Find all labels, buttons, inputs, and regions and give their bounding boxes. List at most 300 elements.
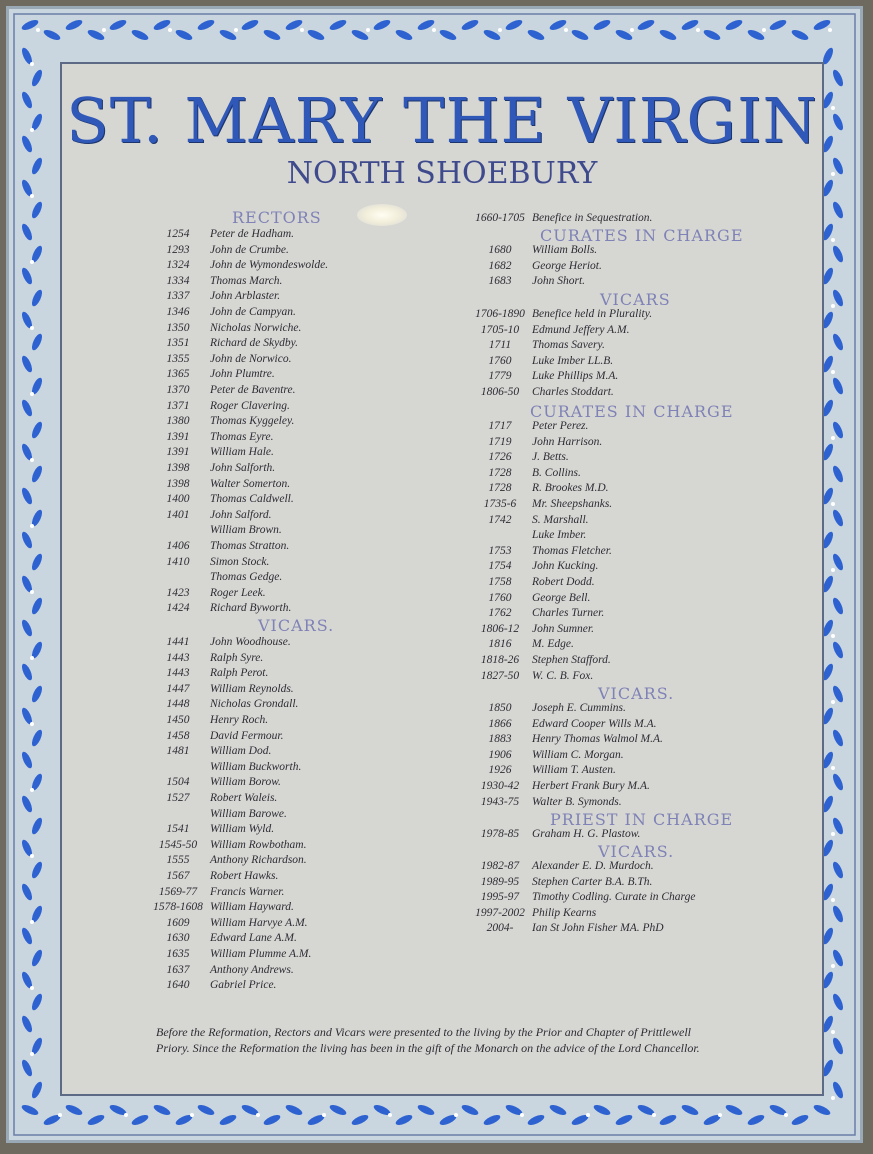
bead-ornament <box>30 128 34 132</box>
entry-year: 1866 <box>488 717 512 730</box>
entry-year: 1753 <box>488 544 512 557</box>
entry-name: Henry Roch. <box>210 714 269 726</box>
bead-ornament <box>586 1113 590 1117</box>
leaf-ornament <box>831 112 845 131</box>
bead-ornament <box>831 304 835 308</box>
entry-year: 1930-42 <box>480 780 520 792</box>
bead-ornament <box>831 832 835 836</box>
leaf-ornament <box>20 486 34 505</box>
leaf-ornament <box>328 18 347 32</box>
leaf-ornament <box>30 156 44 175</box>
bead-ornament <box>831 568 835 572</box>
entry-name: John Sumner. <box>532 622 594 635</box>
entry-year: 1567 <box>166 870 190 882</box>
leaf-ornament <box>831 244 845 263</box>
leaf-ornament <box>20 926 34 945</box>
entry-name: George Heriot. <box>532 259 602 272</box>
leaf-ornament <box>504 18 523 32</box>
bead-ornament <box>366 28 370 32</box>
entry-name: Graham H. G. Plastow. <box>532 828 641 840</box>
bead-ornament <box>652 1113 656 1117</box>
entry-year: 1818-26 <box>480 654 520 666</box>
entry-name: Thomas Stratton. <box>210 540 290 552</box>
leaf-ornament <box>30 1080 44 1099</box>
entry-year: 1541 <box>166 823 190 836</box>
entry-year: 1293 <box>166 243 190 256</box>
entry-name: Edmund Jeffery A.M. <box>532 323 630 336</box>
bead-ornament <box>388 1113 392 1117</box>
bead-ornament <box>30 722 34 726</box>
entry-year: 1711 <box>488 339 512 352</box>
leaf-ornament <box>831 376 845 395</box>
entry-name: William Bolls. <box>532 244 598 256</box>
leaf-ornament <box>482 1113 501 1127</box>
entry-year: 1683 <box>488 275 512 288</box>
entry-year: 1850 <box>488 702 512 714</box>
leaf-ornament <box>416 1103 435 1117</box>
leaf-ornament <box>30 816 44 835</box>
entry-name: William T. Austen. <box>532 764 616 777</box>
footnote: Before the Reformation, Rectors and Vicars were presented to the living by the Prior and Chapter of Prittlewell Priory. Since the Reformation the living has been in the gift of the Monarch on the advice of the Lord Chancellor. <box>156 1025 700 1055</box>
entry-year: 1401 <box>166 508 190 521</box>
entry-name: Luke Imber LL.B. <box>532 354 614 367</box>
bead-ornament <box>30 524 34 528</box>
entry-name: John Kucking. <box>532 560 599 573</box>
entry-year: 1458 <box>166 729 190 742</box>
leaf-ornament <box>438 28 457 42</box>
entry-name: S. Marshall. <box>532 513 589 526</box>
bead-ornament <box>831 370 835 374</box>
heading-vicars-right-3: VICARS. <box>598 842 675 861</box>
entry-year: 1806-12 <box>480 622 520 635</box>
entry-year: 1391 <box>166 446 190 459</box>
entry-name: Gabriel Price. <box>210 979 277 992</box>
entry-year: 1355 <box>166 352 190 365</box>
entry-year: 1754 <box>488 560 512 573</box>
entry-year: 1705-10 <box>480 323 520 336</box>
leaf-ornament <box>526 28 545 42</box>
entry-year: 1779 <box>488 370 512 383</box>
bead-ornament <box>454 1113 458 1117</box>
leaf-ornament <box>460 18 479 32</box>
entry-name: Edward Lane A.M. <box>210 932 297 945</box>
bead-ornament <box>696 28 700 32</box>
entry-name: John Woodhouse. <box>210 636 291 648</box>
entry-year: 1365 <box>166 368 190 381</box>
entry-name: Mr. Sheepshanks. <box>532 498 613 510</box>
leaf-ornament <box>130 28 149 42</box>
entry-year: 1735-6 <box>483 498 517 510</box>
entry-name: John de Norwico. <box>210 352 292 365</box>
bead-ornament <box>36 28 40 32</box>
bead-ornament <box>498 28 502 32</box>
entry-name: M. Edge. <box>532 638 574 651</box>
bead-ornament <box>30 590 34 594</box>
entry-name: Ralph Perot. <box>210 667 269 680</box>
leaf-ornament <box>831 464 845 483</box>
leaf-ornament <box>592 1103 611 1117</box>
entry-name: Francis Warner. <box>210 885 285 898</box>
leaf-ornament <box>20 1103 39 1117</box>
bead-ornament <box>30 260 34 264</box>
entry-name: William Rowbotham. <box>210 838 307 851</box>
leaf-ornament <box>831 860 845 879</box>
heading-vicars-left: VICARS. <box>258 616 335 635</box>
bead-ornament <box>831 700 835 704</box>
leaf-ornament <box>30 332 44 351</box>
entry-year: 1555 <box>166 854 190 867</box>
entry-name: J. Betts. <box>532 451 569 464</box>
leaf-ornament <box>30 728 44 747</box>
leaf-ornament <box>30 684 44 703</box>
entry-year: 1441 <box>166 636 190 648</box>
entry-year: 1450 <box>166 714 190 726</box>
entry-year: 1334 <box>166 274 190 287</box>
entry-year: 1640 <box>166 979 190 992</box>
entry-name: Peter de Baventre. <box>210 384 296 396</box>
entry-name: William Harvye A.M. <box>210 916 308 929</box>
leaf-ornament <box>30 420 44 439</box>
leaf-ornament <box>636 18 655 32</box>
bead-ornament <box>58 1113 62 1117</box>
bead-ornament <box>30 788 34 792</box>
bead-ornament <box>322 1113 326 1117</box>
leaf-ornament <box>20 662 34 681</box>
bead-ornament <box>831 964 835 968</box>
entry-name: John Salforth. <box>210 462 276 474</box>
leaf-ornament <box>30 552 44 571</box>
bead-ornament <box>432 28 436 32</box>
entry-year: 1719 <box>488 435 512 448</box>
entry-year: 1717 <box>488 420 512 432</box>
bead-ornament <box>564 28 568 32</box>
entry-name: John Harrison. <box>532 435 603 448</box>
entry-name: Roger Clavering. <box>210 399 290 412</box>
entry-name: Peter Perez. <box>532 420 589 432</box>
entry-year: 1982-87 <box>480 860 520 872</box>
entry-name: Anthony Andrews. <box>210 963 294 976</box>
leaf-ornament <box>130 1113 149 1127</box>
leaf-ornament <box>790 1113 809 1127</box>
entry-name: Stephen Stafford. <box>532 654 611 666</box>
entry-name: Thomas Savery. <box>532 339 605 352</box>
leaf-ornament <box>394 28 413 42</box>
leaf-ornament <box>20 794 34 813</box>
entry-year: 1827-50 <box>480 669 520 682</box>
board-frame <box>6 6 863 1143</box>
entry-year: 1978-85 <box>480 828 520 840</box>
entry-name: John de Crumbe. <box>210 243 289 256</box>
bead-ornament <box>30 62 34 66</box>
leaf-ornament <box>658 1113 677 1127</box>
bead-ornament <box>520 1113 524 1117</box>
entry-year: 1371 <box>166 399 190 412</box>
leaf-ornament <box>746 1113 765 1127</box>
entry-year: 1760 <box>488 591 512 604</box>
entry-name: Alexander E. D. Murdoch. <box>532 860 654 872</box>
entry-year: 2004- <box>486 922 514 935</box>
leaf-ornament <box>64 1103 83 1117</box>
entry-year: 1423 <box>166 586 190 599</box>
leaf-ornament <box>831 772 845 791</box>
entry-year: 1762 <box>488 607 512 620</box>
leaf-ornament <box>724 1103 743 1117</box>
heading-curates-2: CURATES IN CHARGE <box>530 402 734 421</box>
entry-name: Herbert Frank Bury M.A. <box>532 780 650 792</box>
entry-name: Luke Phillips M.A. <box>532 370 619 383</box>
leaf-ornament <box>196 1103 215 1117</box>
entry-year: 1578-1608 <box>153 901 203 914</box>
leaf-ornament <box>20 266 34 285</box>
entry-name: Robert Hawks. <box>210 870 279 882</box>
entry-name: William Borow. <box>210 776 281 789</box>
entry-name: William C. Morgan. <box>532 748 624 761</box>
entry-year: 1742 <box>488 513 512 526</box>
entry-year: 1337 <box>166 290 190 303</box>
leaf-ornament <box>20 90 34 109</box>
entry-year: 1400 <box>166 493 190 506</box>
entry-year: 1943-75 <box>480 795 520 808</box>
leaf-ornament <box>831 992 845 1011</box>
leaf-ornament <box>240 18 259 32</box>
entry-year: 1254 <box>166 228 190 240</box>
entry-name: John de Campyan. <box>210 306 296 318</box>
entry-year: 1443 <box>166 667 190 680</box>
entry-year: 1989-95 <box>480 875 520 888</box>
entry-year: 1758 <box>488 576 512 588</box>
leaf-ornament <box>284 1103 303 1117</box>
entry-year: 1816 <box>488 638 512 651</box>
leaf-ornament <box>20 618 34 637</box>
leaf-ornament <box>831 508 845 527</box>
leaf-ornament <box>460 1103 479 1117</box>
entry-name: Walter Somerton. <box>210 477 291 490</box>
leaf-ornament <box>20 222 34 241</box>
bead-ornament <box>831 238 835 242</box>
entry-year: 1380 <box>166 415 190 428</box>
entry-year: 1410 <box>166 555 190 568</box>
entry-name: William Buckworth. <box>210 760 302 773</box>
leaf-ornament <box>20 1014 34 1033</box>
page-subtitle: NORTH SHOEBURY <box>286 156 598 191</box>
heading-curates: CURATES IN CHARGE <box>540 226 744 245</box>
entry-name: George Bell. <box>532 591 591 604</box>
bead-ornament <box>300 28 304 32</box>
leaf-ornament <box>831 904 845 923</box>
entry-name: Anthony Richardson. <box>210 854 307 867</box>
entry-name: Benefice held in Plurality. <box>532 308 653 320</box>
entry-name: Peter de Hadham. <box>210 228 294 240</box>
entry-name: Stephen Carter B.A. B.Th. <box>532 875 653 888</box>
entry-name: John Short. <box>532 275 586 288</box>
bead-ornament <box>30 1052 34 1056</box>
leaf-ornament <box>30 596 44 615</box>
heading-rectors: RECTORS <box>232 208 322 227</box>
heading-vicars-right: VICARS <box>600 290 671 309</box>
leaf-ornament <box>30 992 44 1011</box>
bead-ornament <box>831 1030 835 1034</box>
leaf-ornament <box>831 728 845 747</box>
entry-year: 1926 <box>488 764 512 777</box>
entry-year: 1728 <box>488 466 512 479</box>
entry-name: Henry Thomas Walmol M.A. <box>532 733 663 746</box>
entry-year: 1351 <box>166 337 190 350</box>
entry-name: Walter B. Symonds. <box>532 795 622 808</box>
leaf-ornament <box>196 18 215 32</box>
entry-name: William Hayward. <box>210 901 294 914</box>
bead-ornament <box>30 656 34 660</box>
bead-ornament <box>30 194 34 198</box>
entry-name: William Barowe. <box>210 807 287 820</box>
entry-name: Thomas March. <box>210 274 283 287</box>
entry-name: Nicholas Norwiche. <box>210 321 302 334</box>
bead-ornament <box>30 326 34 330</box>
entry-name: Charles Turner. <box>532 607 605 620</box>
leaf-ornament <box>30 68 44 87</box>
entry-year: 1350 <box>166 321 190 334</box>
entry-name: Thomas Kyggeley. <box>210 415 295 428</box>
entry-name: William Hale. <box>210 446 274 459</box>
leaf-ornament <box>592 18 611 32</box>
entry-year: 1504 <box>166 776 190 789</box>
page-title: ST. MARY THE VIRGIN <box>66 84 818 157</box>
entry-year: 1391 <box>166 430 190 443</box>
entry-name: W. C. B. Fox. <box>532 669 594 682</box>
leaf-ornament <box>831 68 845 87</box>
entry-name: Nicholas Grondall. <box>210 698 299 711</box>
entry-year: 1406 <box>166 540 190 552</box>
entry-name: William Wyld. <box>210 823 275 836</box>
bead-ornament <box>762 28 766 32</box>
bead-ornament <box>30 854 34 858</box>
entry-year: 1424 <box>166 602 190 615</box>
leaf-ornament <box>262 1113 281 1127</box>
entry-name: John Arblaster. <box>210 290 281 303</box>
leaf-ornament <box>526 1113 545 1127</box>
entry-year: 1995-97 <box>480 891 520 904</box>
leaf-ornament <box>614 1113 633 1127</box>
bead-ornament <box>30 458 34 462</box>
entry-year: 1481 <box>166 745 190 758</box>
entry-name: Thomas Caldwell. <box>210 493 294 506</box>
entry-name: John de Wymondeswolde. <box>210 259 329 272</box>
entry-name: Ian St John Fisher MA. PhD <box>532 922 664 935</box>
bead-ornament <box>828 28 832 32</box>
entry-name: William Dod. <box>210 745 272 758</box>
heading-priest: PRIEST IN CHARGE <box>550 810 734 829</box>
entry-year: 1398 <box>166 462 190 474</box>
entry-name: Luke Imber. <box>532 529 587 542</box>
entry-year: 1370 <box>166 384 190 396</box>
leaf-ornament <box>790 28 809 42</box>
leaf-ornament <box>768 18 787 32</box>
entry-name: David Fermour. <box>210 729 284 742</box>
entry-name: Thomas Gedge. <box>210 571 283 584</box>
entry-year: 1682 <box>488 259 512 272</box>
leaf-ornament <box>20 882 34 901</box>
bead-ornament <box>30 986 34 990</box>
leaf-ornament <box>30 860 44 879</box>
entry-name: Joseph E. Cummins. <box>532 702 626 714</box>
leaf-ornament <box>306 28 325 42</box>
entry-year: 1527 <box>166 792 190 804</box>
entry-year: 1806-50 <box>480 386 520 398</box>
leaf-ornament <box>30 200 44 219</box>
entry-name: Philip Kearns <box>532 906 597 919</box>
entry-year: 1637 <box>166 963 190 976</box>
bead-ornament <box>831 766 835 770</box>
entry-year: 1443 <box>166 651 190 664</box>
entry-name: Edward Cooper Wills M.A. <box>532 717 657 730</box>
leaf-ornament <box>30 288 44 307</box>
leaf-ornament <box>20 750 34 769</box>
bead-ornament <box>102 28 106 32</box>
entry-name: Charles Stoddart. <box>532 386 614 398</box>
entry-name: William Brown. <box>210 524 282 537</box>
bead-ornament <box>831 172 835 176</box>
bead-ornament <box>630 28 634 32</box>
leaf-ornament <box>831 200 845 219</box>
entry-year: 1609 <box>166 916 190 929</box>
entry-year: 1545-50 <box>158 838 198 851</box>
entry-year: 1630 <box>166 932 190 945</box>
bead-ornament <box>168 28 172 32</box>
entry-name: Timothy Codling. Curate in Charge <box>532 891 696 904</box>
leaf-ornament <box>328 1103 347 1117</box>
leaf-ornament <box>42 28 61 42</box>
bead-ornament <box>831 436 835 440</box>
bead-ornament <box>831 1096 835 1100</box>
leaf-ornament <box>218 1113 237 1127</box>
entry-year: 1635 <box>166 948 190 960</box>
leaf-ornament <box>64 18 83 32</box>
entry-name: Robert Dodd. <box>532 576 595 588</box>
leaf-ornament <box>30 948 44 967</box>
leaf-ornament <box>570 28 589 42</box>
entry-name: Thomas Fletcher. <box>532 544 612 557</box>
entry-year: 1726 <box>488 451 512 464</box>
entry-year: 1448 <box>166 698 190 711</box>
heading-vicars-right-2: VICARS. <box>598 684 675 703</box>
leaf-ornament <box>86 1113 105 1127</box>
leaf-ornament <box>658 28 677 42</box>
roll-panel <box>60 62 824 1096</box>
leaf-ornament <box>372 18 391 32</box>
leaf-ornament <box>831 1036 845 1055</box>
entry-year: 1997-2002 <box>475 906 525 919</box>
leaf-ornament <box>680 1103 699 1117</box>
bead-ornament <box>831 502 835 506</box>
bead-ornament <box>831 634 835 638</box>
entry-name: Roger Leek. <box>210 586 266 599</box>
bead-ornament <box>234 28 238 32</box>
entry-year: 1883 <box>488 733 512 746</box>
leaf-ornament <box>174 28 193 42</box>
entry-name: William Plumme A.M. <box>210 948 312 960</box>
entry-year: 1569-77 <box>158 885 198 898</box>
entry-year: 1447 <box>166 682 190 695</box>
leaf-ornament <box>152 1103 171 1117</box>
entry-year: 1346 <box>166 306 190 318</box>
leaf-ornament <box>20 354 34 373</box>
entry-name: John Salford. <box>210 508 272 521</box>
leaf-ornament <box>548 1103 567 1117</box>
entry-name: Richard Byworth. <box>210 602 292 615</box>
entry-name: Ralph Syre. <box>210 651 264 664</box>
light-glare <box>357 204 407 226</box>
entry-name: R. Brookes M.D. <box>532 482 609 495</box>
leaf-ornament <box>724 18 743 32</box>
